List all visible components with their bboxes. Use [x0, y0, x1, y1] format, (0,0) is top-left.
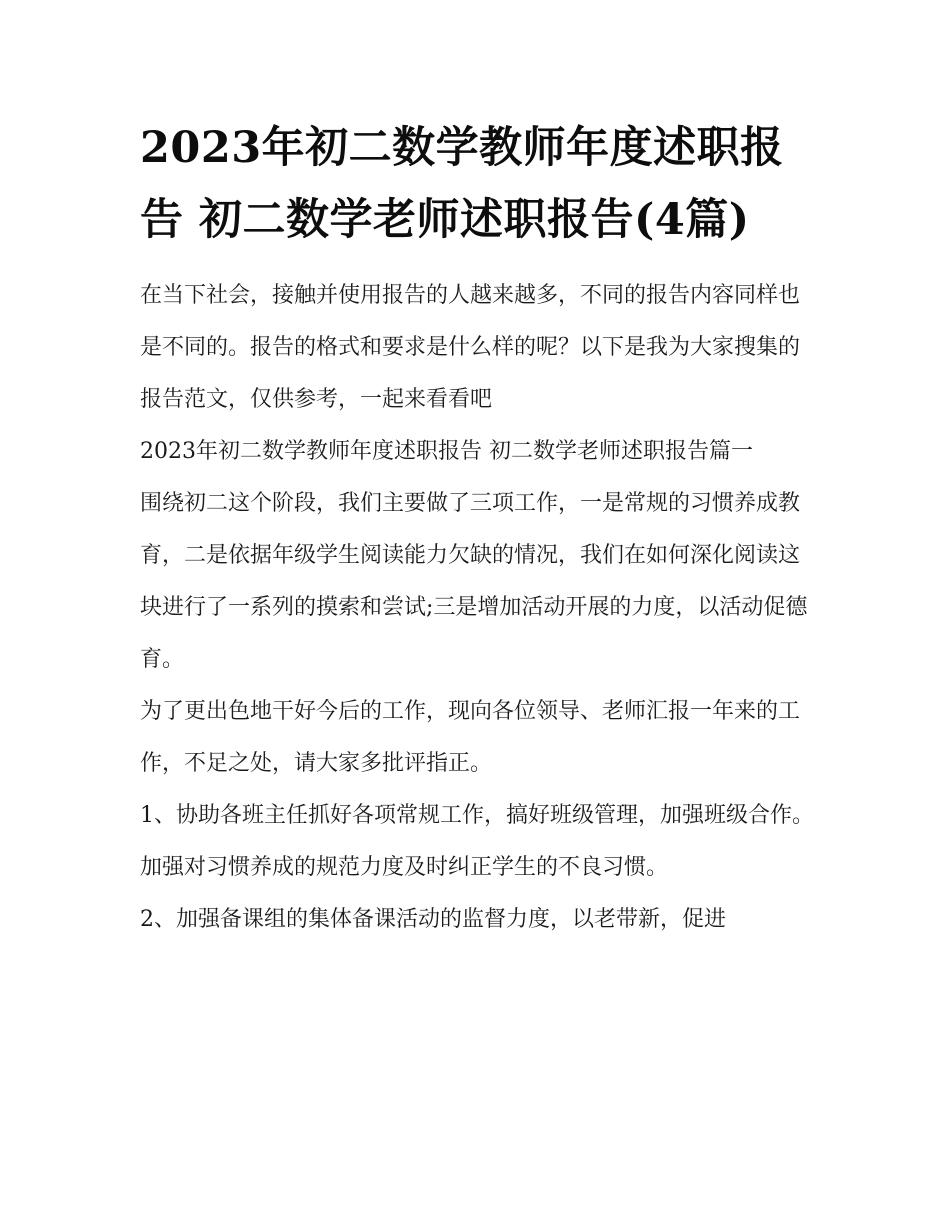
list-item: 2、加强备课组的集体备课活动的监督力度，以老带新，促进 [140, 907, 726, 932]
list-item: 1、协助各班主任抓好各项常规工作，搞好班级管理，加强班级合作。加强对习惯养成的规范力度及时纠正学生的不良习惯。 [140, 803, 814, 880]
intro-paragraph: 在当下社会，接触并使用报告的人越来越多，不同的报告内容同样也是不同的。报告的格式和要求是什么样的呢？以下是我为大家搜集的报告范文，仅供参考，一起来看看吧 [140, 283, 801, 412]
body-paragraph: 围绕初二这个阶段，我们主要做了三项工作，一是常规的习惯养成教育，二是依据年级学生阅读能力欠缺的情况，我们在如何深化阅读这块进行了一系列的摸索和尝试;三是增加活动开展的力度，以活动促德育。 [140, 491, 808, 672]
document-title: 2023年初二数学教师年度述职报告 初二数学老师述职报告(4篇) [140, 123, 784, 245]
body-paragraph: 为了更出色地干好今后的工作，现向各位领导、老师汇报一年来的工作，不足之处，请大家多批评指正。 [140, 699, 801, 776]
document-body [140, 112, 820, 946]
section-heading: 2023年初二数学教师年度述职报告 初二数学老师述职报告篇一 [140, 439, 753, 464]
